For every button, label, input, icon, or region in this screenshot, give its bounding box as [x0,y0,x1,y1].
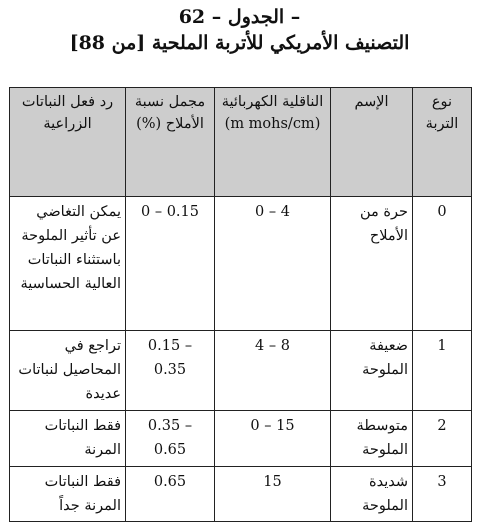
table-title: الجدول – 62 – [178,6,301,28]
caption [0,4,479,56]
cell-conductivity: 15 [215,467,331,522]
header-plant-reaction: رد فعل النباتات الزراعية [10,88,126,197]
cell-soil-type: 2 [413,411,472,467]
cell-soil-type: 0 [413,197,472,331]
cell-total-salts: 0.35 – 0.65 [126,411,215,467]
header-conductivity: الناقلية الكهربائية (m mohs/cm) [215,88,331,197]
soil-salinity-table [9,87,472,522]
cell-total-salts: 0 – 0.15 [126,197,215,331]
header-soil-type: نوع التربة [413,88,472,197]
cell-conductivity: 0 – 4 [215,197,331,331]
cell-plant-reaction: فقط النباتات المرنة [10,411,126,467]
header-name: الإسم [331,88,413,197]
table-subtitle: التصنيف الأمريكي للأتربة الملحية [من 88] [69,32,410,54]
cell-plant-reaction: تراجع في المحاصيل لنباتات عديدة [10,331,126,411]
table-row [10,331,472,411]
cell-soil-type: 3 [413,467,472,522]
cell-name: شديدة الملوحة [331,467,413,522]
cell-plant-reaction: يمكن التغاضي عن تأثير الملوحة باستثناء النباتات العالية الحساسية [10,197,126,331]
cell-conductivity: 0 – 15 [215,411,331,467]
cell-conductivity: 4 – 8 [215,331,331,411]
table-row [10,197,472,331]
table-row [10,467,472,522]
table-row [10,411,472,467]
header-total-salts: مجمل نسبة الأملاح (%) [126,88,215,197]
cell-soil-type: 1 [413,331,472,411]
cell-total-salts: 0.15 – 0.35 [126,331,215,411]
header-row [10,88,472,197]
cell-name: حرة من الأملاح [331,197,413,331]
cell-name: متوسطة الملوحة [331,411,413,467]
cell-total-salts: 0.65 [126,467,215,522]
cell-plant-reaction: فقط النباتات المرنة جداً [10,467,126,522]
cell-name: ضعيفة الملوحة [331,331,413,411]
